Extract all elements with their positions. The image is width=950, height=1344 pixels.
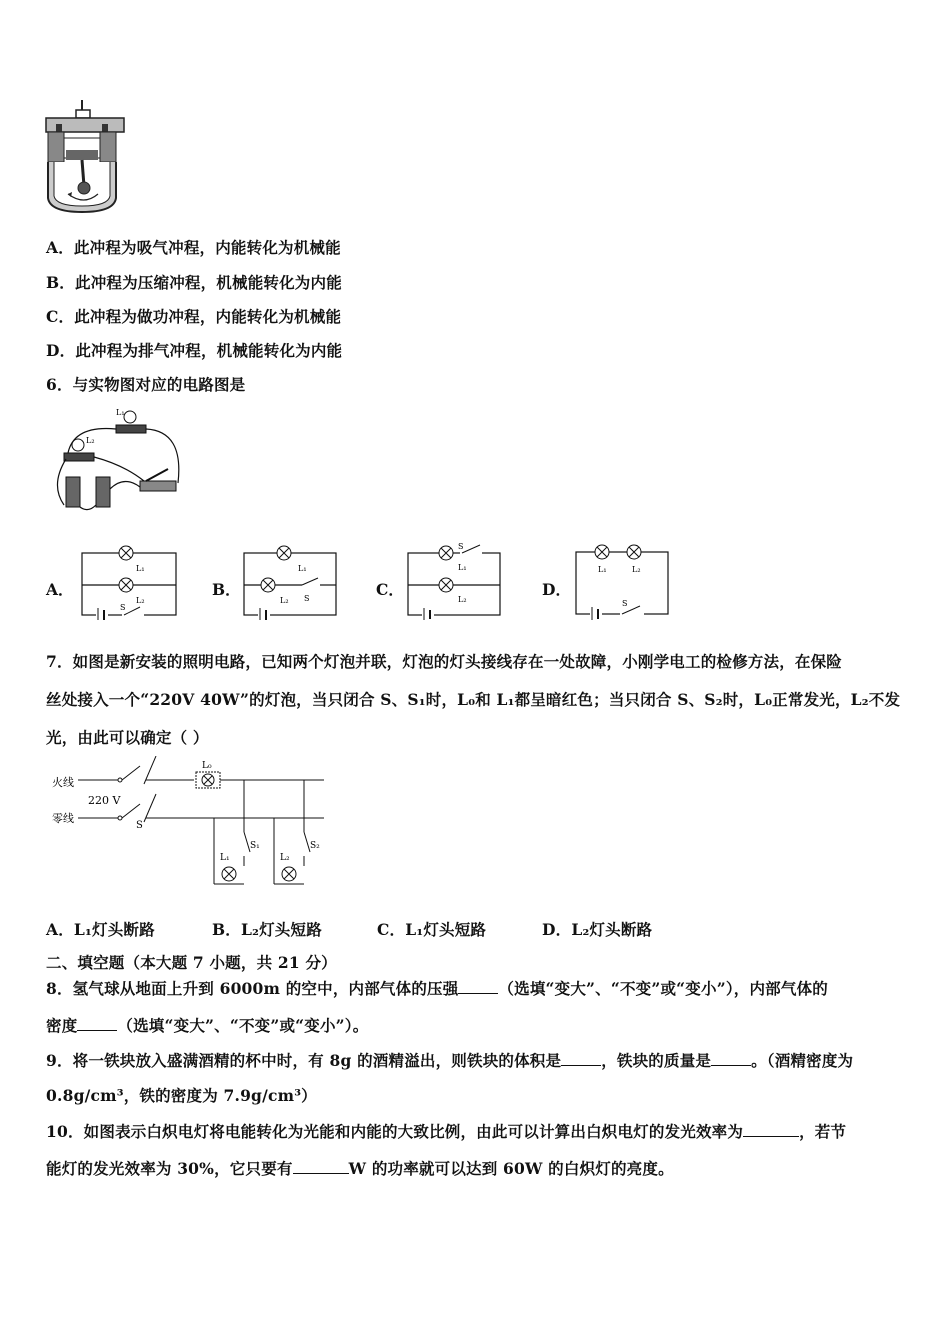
q8-pressure-blank[interactable] xyxy=(458,979,498,994)
q6-option-c-letter[interactable]: C． xyxy=(376,580,404,599)
q8-part4: （选填“变大”、“不变”或“变小”）。 xyxy=(117,1016,369,1035)
q10-line2 xyxy=(46,1157,674,1179)
q7-l1-label: L₁ xyxy=(220,853,230,863)
q7-voltage-label: 220 V xyxy=(88,794,121,807)
q6-option-c-circuit[interactable] xyxy=(406,540,506,620)
q6c-l1: L₁ xyxy=(458,563,467,572)
q9-line1 xyxy=(46,1049,853,1071)
q8-part1: 8．氢气球从地面上升到 6000m 的空中，内部气体的压强 xyxy=(46,979,459,998)
q6-option-d-letter[interactable]: D． xyxy=(542,580,571,599)
q7-l0-label: L₀ xyxy=(202,761,212,771)
q6-physical-circuit-figure xyxy=(44,405,190,513)
q7-fire-wire-label: 火线 xyxy=(52,776,74,789)
q10-part1: 10．如图表示白炽电灯将电能转化为光能和内能的大致比例，由此可以计算出白炽电灯的发光效率为 xyxy=(46,1122,744,1141)
q5-option-d[interactable]: D．此冲程为排气冲程，机械能转化为内能 xyxy=(46,341,343,360)
q6a-l1: L₁ xyxy=(136,564,145,573)
q10-part2: ，若节 xyxy=(799,1122,847,1141)
q6-stem: 6．与实物图对应的电路图是 xyxy=(46,375,246,394)
q6-option-b-circuit[interactable] xyxy=(242,545,342,620)
q6-option-a-letter[interactable]: A． xyxy=(46,580,74,599)
q10-efficiency-blank[interactable] xyxy=(743,1122,799,1137)
q10-power-blank[interactable] xyxy=(293,1159,349,1174)
q7-option-b[interactable]: B．L₂灯头短路 xyxy=(212,920,322,939)
q7-household-circuit xyxy=(44,756,334,888)
q5-option-a[interactable]: A．此冲程为吸气冲程，内能转化为机械能 xyxy=(46,238,341,257)
q7-option-c[interactable]: C．L₁灯头短路 xyxy=(377,920,487,939)
q6-option-a-circuit[interactable] xyxy=(80,545,180,620)
q6-fig-l1-label: L₁ xyxy=(116,408,125,417)
q6-option-b-letter[interactable]: B． xyxy=(212,580,241,599)
q8-part3: 密度 xyxy=(46,1016,78,1035)
q6-option-d-circuit[interactable] xyxy=(574,540,674,620)
q10-part4: W 的功率就可以达到 60W 的白炽灯的亮度。 xyxy=(348,1159,674,1178)
q6a-l2: L₂ xyxy=(136,596,145,605)
q7-stem-line3: 光，由此可以确定（ ） xyxy=(46,728,209,747)
q6d-s: S xyxy=(622,599,628,608)
q8-line1 xyxy=(46,977,828,999)
q6d-l2: L₂ xyxy=(632,565,641,574)
q7-option-a[interactable]: A．L₁灯头断路 xyxy=(46,920,155,939)
q5-option-b[interactable]: B．此冲程为压缩冲程，机械能转化为内能 xyxy=(46,273,342,292)
q7-zero-wire-label: 零线 xyxy=(52,812,74,825)
q9-mass-blank[interactable] xyxy=(711,1051,751,1066)
q8-part2: （选填“变大”、“不变”或“变小”），内部气体的 xyxy=(498,979,828,998)
q6b-l2: L₂ xyxy=(280,596,289,605)
q5-option-c[interactable]: C．此冲程为做功冲程，内能转化为机械能 xyxy=(46,307,342,326)
q9-volume-blank[interactable] xyxy=(561,1051,601,1066)
q9-line2: 0.8g/cm³，铁的密度为 7.9g/cm³） xyxy=(46,1086,317,1105)
q7-s1-label: S₁ xyxy=(250,841,260,851)
q7-s2-label: S₂ xyxy=(310,841,320,851)
section-2-heading: 二、填空题（本大题 7 小题，共 21 分） xyxy=(46,953,337,972)
q9-part2: ，铁块的质量是 xyxy=(601,1051,712,1070)
q6d-l1: L₁ xyxy=(598,565,607,574)
q9-part1: 9．将一铁块放入盛满酒精的杯中时，有 8g 的酒精溢出，则铁块的体积是 xyxy=(46,1051,562,1070)
q6b-l1: L₁ xyxy=(298,564,307,573)
q10-part3: 能灯的发光效率为 30%，它只要有 xyxy=(46,1159,293,1178)
q6-fig-l2-label: L₂ xyxy=(86,436,95,445)
q10-line1 xyxy=(46,1120,846,1142)
q7-l2-label: L₂ xyxy=(280,853,290,863)
q7-stem-line2: 丝处接入一个“220V 40W”的灯泡，当只闭合 S、S₁时，L₀和 L₁都呈暗红色；当只闭合 S、S₂时，L₀正常发光，L₂不发 xyxy=(46,690,901,709)
q6a-s: S xyxy=(120,603,126,612)
q6b-s: S xyxy=(304,594,310,603)
engine-cylinder-figure xyxy=(40,98,130,216)
q7-option-d[interactable]: D．L₂灯头断路 xyxy=(542,920,653,939)
q8-line2 xyxy=(46,1014,368,1036)
q6c-l2: L₂ xyxy=(458,595,467,604)
q7-stem-line1: 7．如图是新安装的照明电路，已知两个灯泡并联，灯泡的灯头接线存在一处故障，小刚学电工的检修方法，在保险 xyxy=(46,652,842,671)
q6c-s: S xyxy=(458,542,464,551)
q7-s-label: S xyxy=(136,820,143,831)
q9-part3: 。（酒精密度为 xyxy=(751,1051,854,1070)
q8-density-blank[interactable] xyxy=(77,1016,117,1031)
